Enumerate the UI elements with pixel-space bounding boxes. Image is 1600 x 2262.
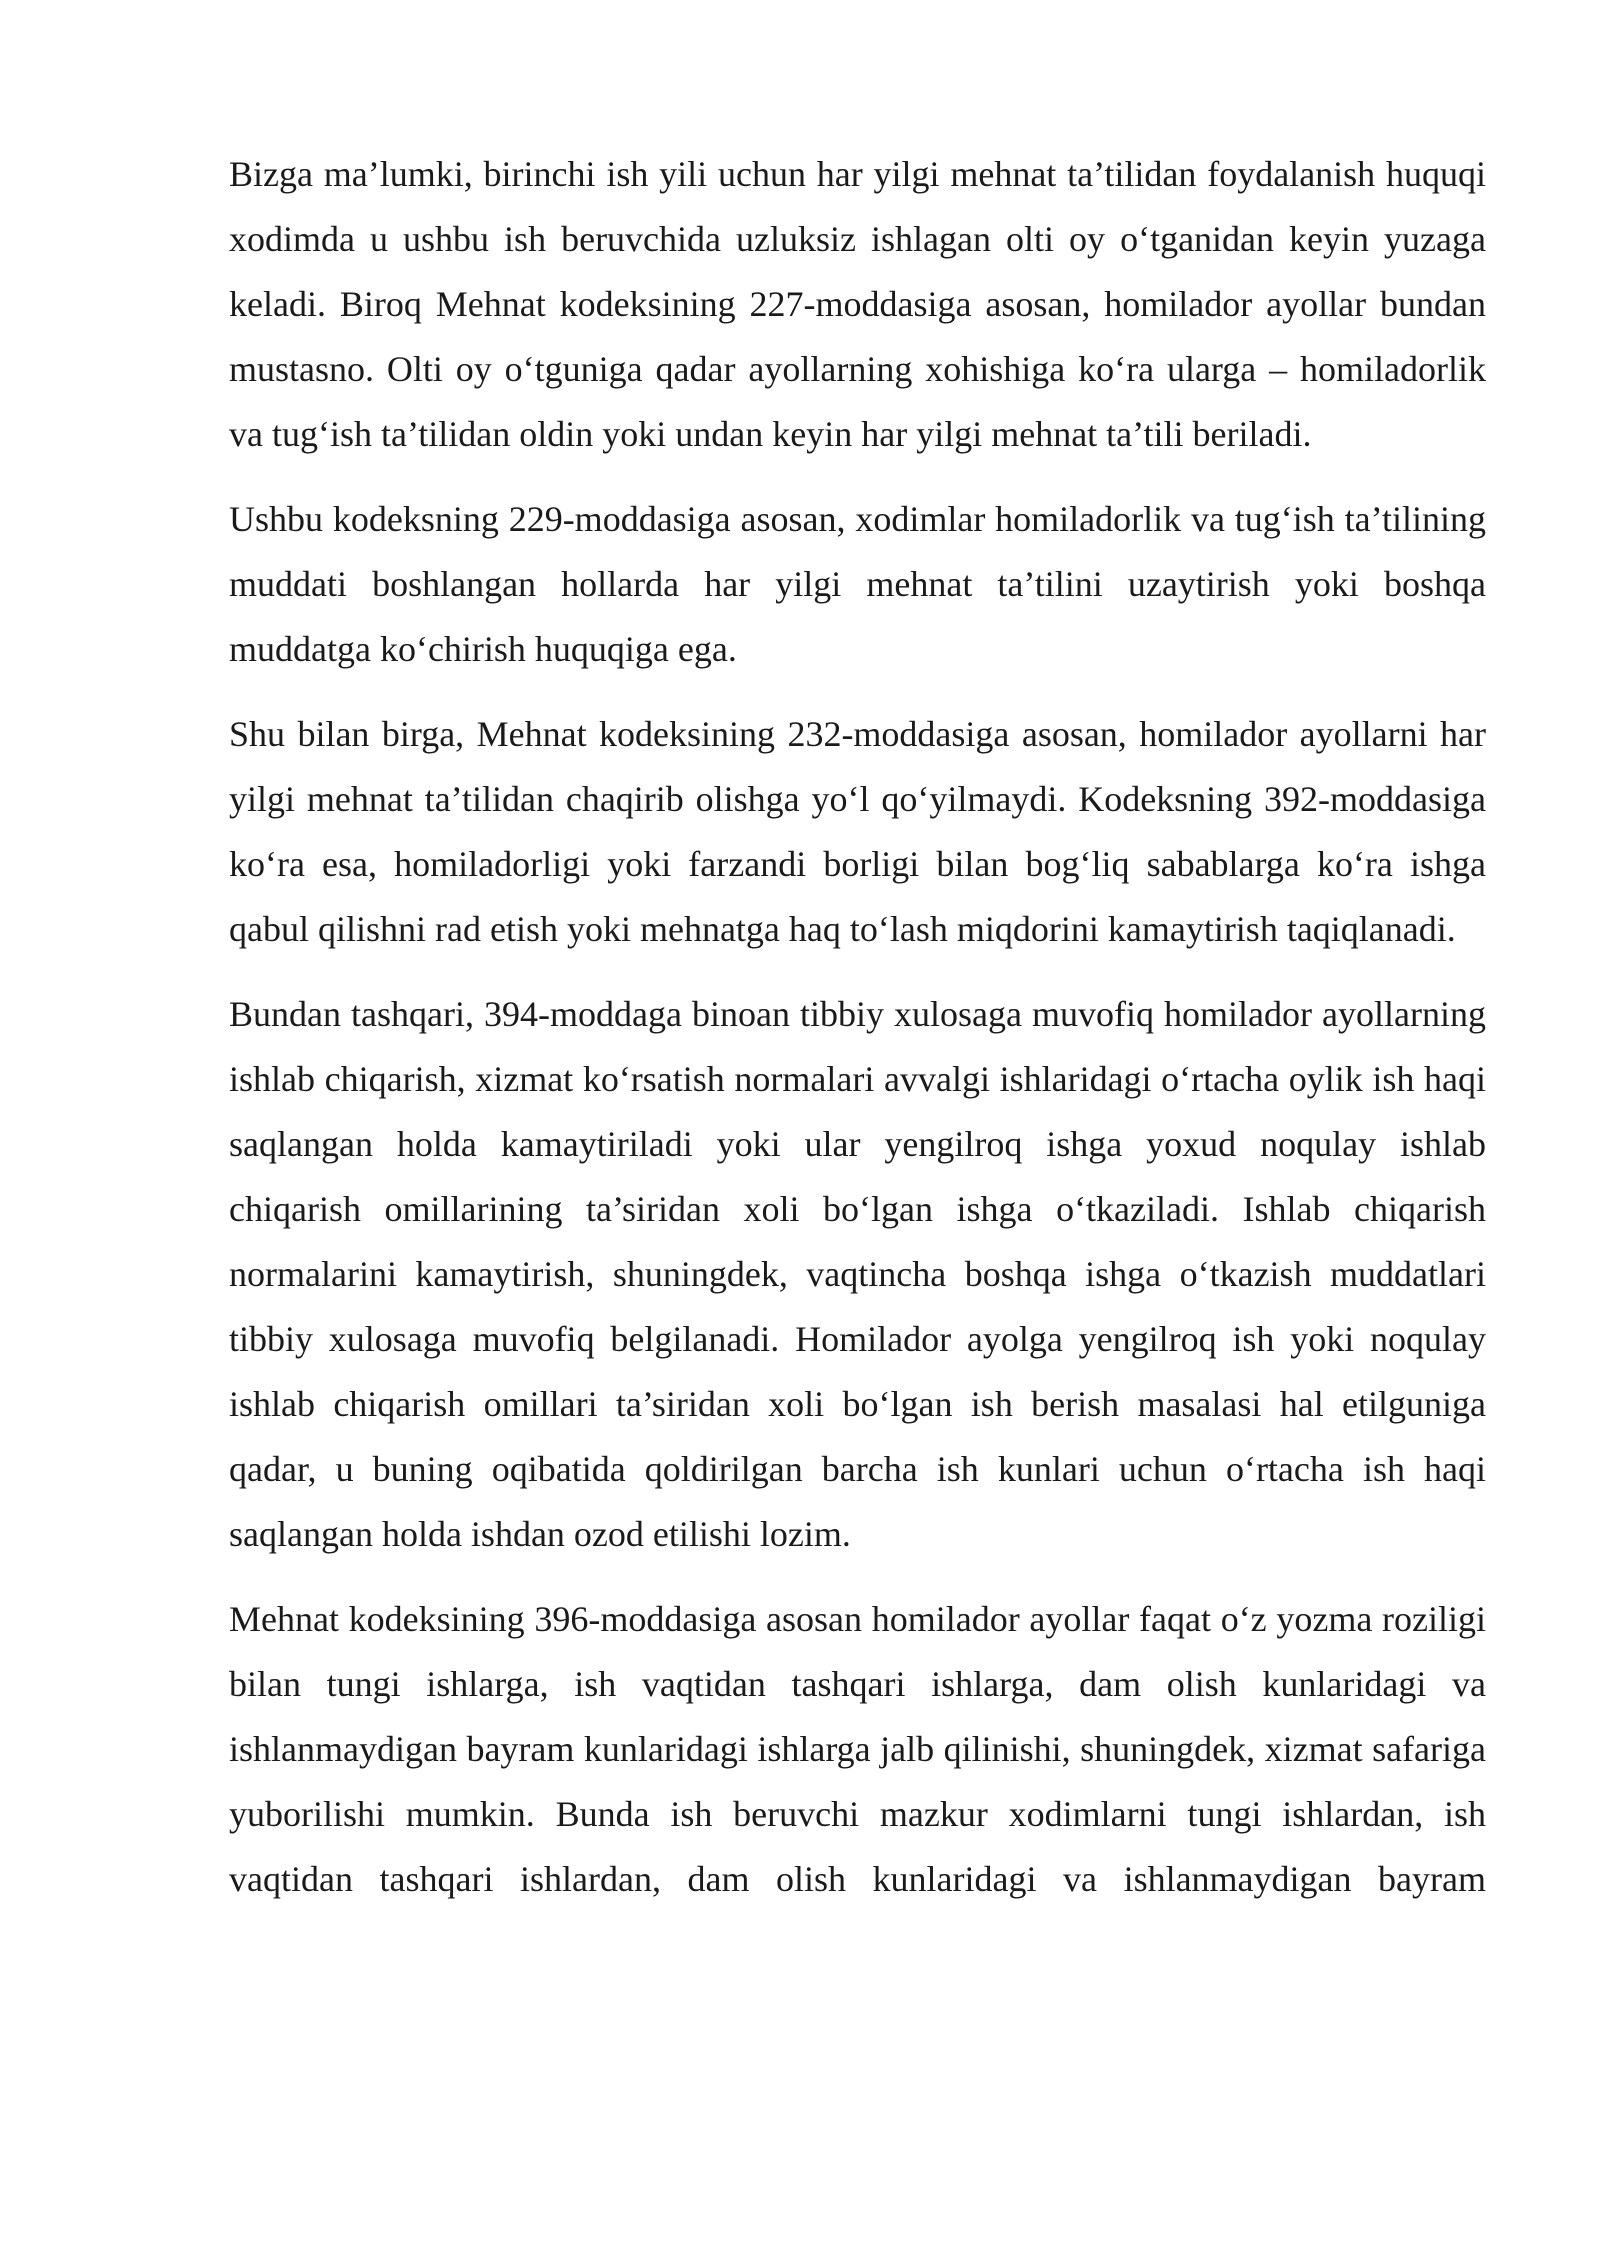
document-body [229, 142, 1486, 1932]
paragraph-article-394: Bundan tashqari, 394-moddaga binoan tibbiy xulosaga muvofiq homilador ayollarning ishlab chiqarish, xizmat ko‘rsatish normalari avvalgi ishlaridagi o‘rtacha oylik ish haqi saqlangan holda kamaytiriladi yoki ular yengilroq ishga yoxud noqulay ishlab chiqarish omillarining ta’siridan xoli bo‘lgan ishga o‘tkaziladi. Ishlab chiqarish normalarini kamaytirish, shuningdek, vaqtincha boshqa ishga o‘tkazish muddatlari tibbiy xulosaga muvofiq belgilanadi. Homilador ayolga yengilroq ish yoki noqulay ishlab chiqarish omillari ta’siridan xoli bo‘lgan ish berish masalasi hal etilguniga qadar, u buning oqibatida qoldirilgan barcha ish kunlari uchun o‘rtacha ish haqi saqlangan holda ishdan ozod etilishi lozim. [229, 994, 1486, 1554]
paragraph-article-229: Ushbu kodeksning 229-moddasiga asosan, xodimlar homiladorlik va tug‘ish ta’tilining muddati boshlangan hollarda har yilgi mehnat ta’tilini uzaytirish yoki boshqa muddatga ko‘chirish huquqiga ega. [229, 499, 1486, 669]
paragraph-article-232-392: Shu bilan birga, Mehnat kodeksining 232-moddasiga asosan, homilador ayollarni har yilgi mehnat ta’tilidan chaqirib olishga yo‘l qo‘yilmaydi. Kodeksning 392-moddasiga ko‘ra esa, homiladorligi yoki farzandi borligi bilan bog‘liq sabablarga ko‘ra ishga qabul qilishni rad etish yoki mehnatga haq to‘lash miqdorini kamaytirish taqiqlanadi. [229, 714, 1486, 949]
paragraph-annual-leave-first-year: Bizga ma’lumki, birinchi ish yili uchun har yilgi mehnat ta’tilidan foydalanish huquqi xodimda u ushbu ish beruvchida uzluksiz ishlagan olti oy o‘tganidan keyin yuzaga keladi. Biroq Mehnat kodeksining 227-moddasiga asosan, homilador ayollar bundan mustasno. Olti oy o‘tguniga qadar ayollarning xohishiga ko‘ra ularga – homiladorlik va tug‘ish ta’tilidan oldin yoki undan keyin har yilgi mehnat ta’tili beriladi. [229, 154, 1486, 454]
paragraph-article-396: Mehnat kodeksining 396-moddasiga asosan homilador ayollar faqat o‘z yozma roziligi bilan tungi ishlarga, ish vaqtidan tashqari ishlarga, dam olish kunlaridagi va ishlanmaydigan bayram kunlaridagi ishlarga jalb qilinishi, shuningdek, xizmat safariga yuborilishi mumkin. Bunda ish beruvchi mazkur xodimlarni tungi ishlardan, ish vaqtidan tashqari ishlardan, dam olish kunlaridagi va ishlanmaydigan bayram [229, 1599, 1486, 1899]
